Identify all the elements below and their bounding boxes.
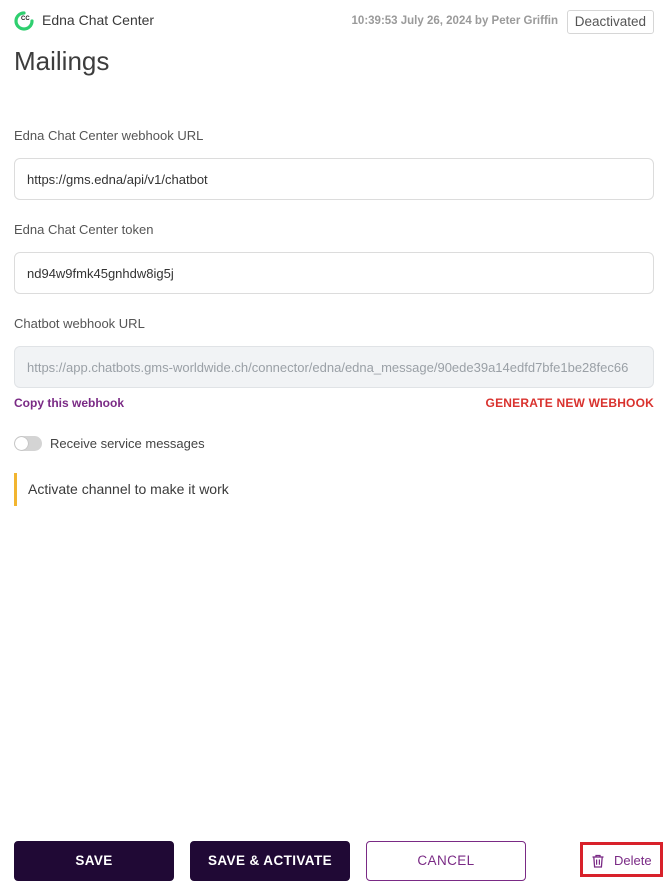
copy-webhook-link[interactable]: Copy this webhook bbox=[14, 396, 125, 410]
generate-webhook-link[interactable]: GENERATE NEW WEBHOOK bbox=[485, 396, 654, 410]
token-label: Edna Chat Center token bbox=[14, 222, 154, 237]
trash-icon bbox=[590, 853, 606, 869]
delete-highlight bbox=[580, 842, 663, 877]
last-modified-info: 10:39:53 July 26, 2024 by Peter Griffin bbox=[351, 15, 558, 27]
app-name: Edna Chat Center bbox=[42, 12, 155, 28]
cancel-button[interactable]: CANCEL bbox=[366, 841, 526, 881]
notice-text: Activate channel to make it work bbox=[28, 481, 229, 497]
webhook-url-label: Edna Chat Center webhook URL bbox=[14, 128, 204, 143]
delete-label: Delete bbox=[614, 853, 652, 868]
service-messages-toggle[interactable] bbox=[14, 436, 42, 451]
toggle-knob bbox=[15, 437, 28, 450]
page-title: Mailings bbox=[14, 46, 110, 76]
chatbot-webhook-input[interactable] bbox=[14, 346, 654, 388]
save-button[interactable]: SAVE bbox=[14, 841, 174, 881]
service-messages-label: Receive service messages bbox=[50, 436, 205, 451]
header bbox=[14, 10, 654, 34]
cc-logo-icon bbox=[14, 11, 34, 31]
status-badge: Deactivated bbox=[567, 10, 654, 34]
chatbot-webhook-label: Chatbot webhook URL bbox=[14, 316, 145, 331]
svg-text:CC: CC bbox=[21, 16, 30, 22]
webhook-url-input[interactable] bbox=[14, 158, 654, 200]
save-activate-button[interactable]: SAVE & ACTIVATE bbox=[190, 841, 350, 881]
activation-notice bbox=[14, 473, 414, 506]
token-input[interactable] bbox=[14, 252, 654, 294]
